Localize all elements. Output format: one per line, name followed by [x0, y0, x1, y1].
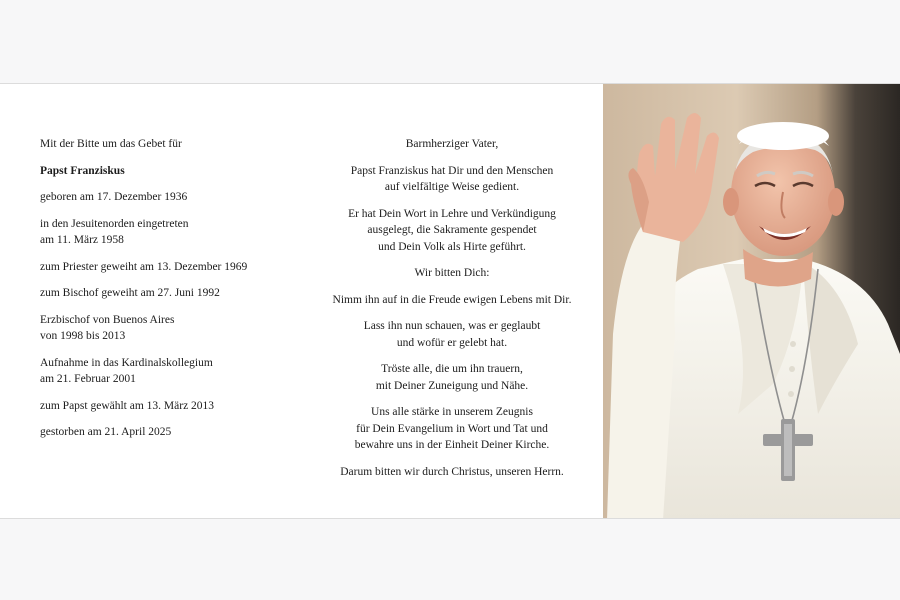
prayer-paragraph: Tröste alle, die um ihn trauern, mit Deiner Zuneigung und Nähe. — [375, 363, 529, 392]
bio-entry: in den Jesuitenorden eingetreten am 11. März 1958 — [40, 217, 189, 246]
bio-entry: zum Bischof geweiht am 27. Juni 1992 — [40, 287, 220, 299]
prayer-paragraph: Papst Franziskus hat Dir und den Menschen auf vielfältige Weise gedient. — [350, 164, 554, 193]
prayer-paragraph: Darum bitten wir durch Christus, unseren Herrn. — [340, 465, 564, 478]
bio-entry: Erzbischof von Buenos Aires von 1998 bis 2013 — [40, 313, 175, 342]
prayer-column — [316, 136, 588, 490]
prayer-paragraph: Lass ihn nun schauen, was er geglaubt und wofür er gelebt hat. — [363, 320, 541, 349]
bio-entry: geboren am 17. Dezember 1936 — [40, 191, 188, 203]
portrait-illustration — [603, 84, 900, 519]
portrait-photo — [603, 84, 900, 519]
bio-entry: zum Priester geweiht am 13. Dezember 1969 — [40, 260, 248, 273]
prayer-paragraph: Wir bitten Dich: — [414, 267, 490, 279]
prayer-paragraph: Er hat Dein Wort in Lehre und Verkündigung ausgelegt, die Sakramente gespendet und Dein Volk als Hirte geführt. — [348, 207, 556, 253]
bio-entry: gestorben am 21. April 2025 — [40, 426, 172, 438]
prayer-paragraph: Barmherziger Vater, — [405, 138, 499, 150]
bio-entry: zum Papst gewählt am 13. März 2013 — [40, 399, 215, 412]
prayer-paragraph: Nimm ihn auf in die Freude ewigen Lebens mit Dir. — [332, 293, 572, 306]
bio-entry: Aufnahme in das Kardinalskollegium am 21. Februar 2001 — [40, 356, 213, 385]
prayer-paragraph: Uns alle stärke in unserem Zeugnis für Dein Evangelium in Wort und Tat und bewahre uns in der Einheit Deiner Kirche. — [354, 406, 550, 451]
bio-intro: Mit der Bitte um das Gebet für — [40, 138, 182, 150]
bio-name: Papst Franziskus — [40, 164, 125, 177]
memorial-card — [0, 83, 900, 519]
biography-column — [40, 136, 300, 451]
